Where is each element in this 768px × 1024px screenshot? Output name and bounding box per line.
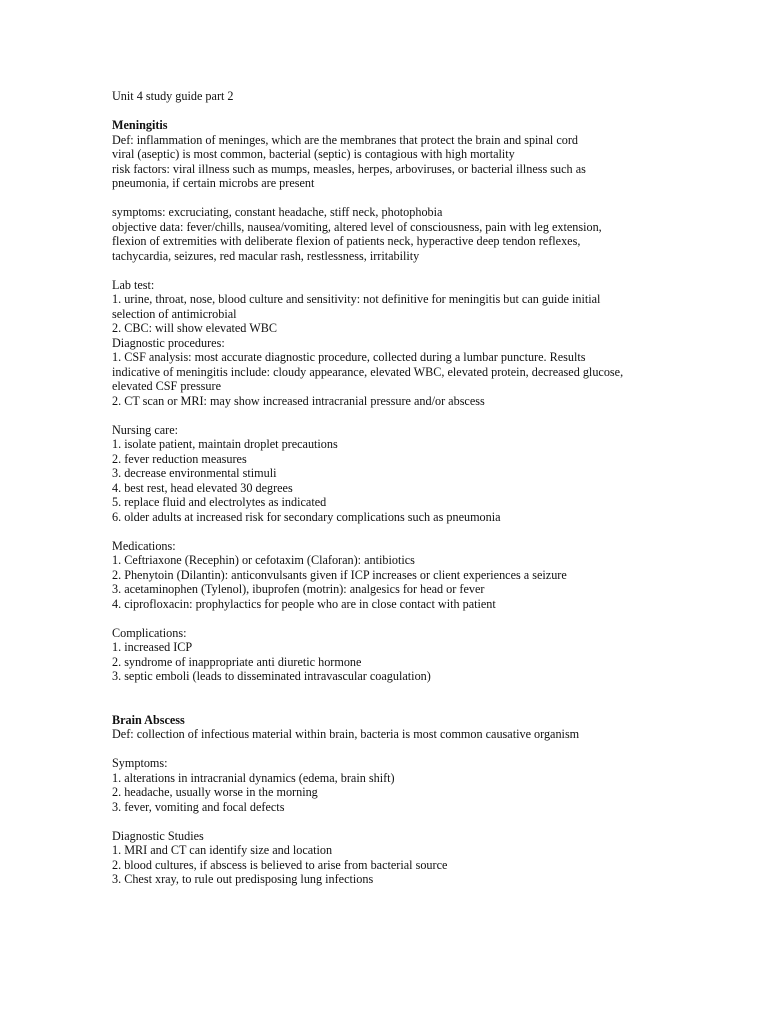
text-line: 3. acetaminophen (Tylenol), ibuprofen (motrin): analgesics for head or fever — [112, 582, 485, 596]
text-line: 3. Chest xray, to rule out predisposing lung infections — [112, 872, 374, 886]
text-line: pneumonia, if certain microbs are present — [112, 176, 315, 190]
text-line: 2. headache, usually worse in the morning — [112, 785, 318, 799]
text-line: 4. ciprofloxacin: prophylactics for people who are in close contact with patient — [112, 596, 496, 611]
spacer — [112, 191, 652, 206]
text-line: 1. MRI and CT can identify size and location — [112, 843, 333, 857]
meningitis-medications — [112, 539, 652, 612]
text-line: Diagnostic Studies — [112, 828, 204, 843]
text-line: Def: inflammation of meninges, which are the membranes that protect the brain and spinal cord — [112, 132, 579, 147]
spacer — [112, 698, 652, 713]
text-line: 1. isolate patient, maintain droplet precautions — [112, 437, 338, 451]
text-line: 3. decrease environmental stimuli — [112, 466, 277, 480]
text-line: Nursing care: — [112, 422, 178, 437]
meningitis-symptoms — [112, 205, 652, 263]
spacer — [112, 684, 652, 699]
spacer — [112, 263, 652, 278]
section-heading-meningitis: Meningitis — [112, 118, 168, 132]
text-line: Symptoms: — [112, 756, 168, 770]
spacer — [112, 524, 652, 539]
brain-abscess-intro — [112, 727, 652, 742]
text-line: symptoms: excruciating, constant headache, stiff neck, photophobia — [112, 205, 443, 219]
text-line: Lab test: — [112, 277, 155, 292]
text-line: 6. older adults at increased risk for secondary complications such as pneumonia — [112, 509, 501, 524]
text-line: 1. urine, throat, nose, blood culture and sensitivity: not definitive for meningitis but can guide initial — [112, 292, 601, 306]
text-line: 2. blood cultures, if abscess is believed to arise from bacterial source — [112, 857, 448, 872]
text-line: selection of antimicrobial — [112, 306, 237, 321]
meningitis-nursing-care — [112, 423, 652, 525]
text-line: 2. syndrome of inappropriate anti diuretic hormone — [112, 654, 362, 669]
text-line: 3. septic emboli (leads to disseminated intravascular coagulation) — [112, 669, 431, 683]
meningitis-intro — [112, 133, 652, 191]
text-line: 2. CT scan or MRI: may show increased intracranial pressure and/or abscess — [112, 393, 485, 408]
text-line: 1. alterations in intracranial dynamics (edema, brain shift) — [112, 770, 395, 785]
spacer — [112, 814, 652, 829]
text-line: viral (aseptic) is most common, bacterial (septic) is contagious with high mortality — [112, 147, 515, 161]
text-line: tachycardia, seizures, red macular rash, restlessness, irritability — [112, 248, 420, 263]
text-line: 1. CSF analysis: most accurate diagnostic procedure, collected during a lumbar puncture. Results — [112, 350, 586, 364]
meningitis-complications — [112, 626, 652, 684]
text-line: Diagnostic procedures: — [112, 335, 225, 350]
brain-abscess-diagnostic-studies — [112, 829, 652, 887]
text-line: flexion of extremities with deliberate flexion of patients neck, hyperactive deep tendon reflexes, — [112, 234, 581, 248]
spacer — [112, 408, 652, 423]
section-heading-brain-abscess: Brain Abscess — [112, 712, 185, 727]
text-line: elevated CSF pressure — [112, 379, 221, 393]
spacer — [112, 104, 652, 119]
text-line: risk factors: viral illness such as mumps, measles, herpes, arboviruses, or bacterial illness such as — [112, 161, 586, 176]
text-line: 2. Phenytoin (Dilantin): anticonvulsants given if ICP increases or client experiences a seizure — [112, 567, 567, 582]
brain-abscess-symptoms — [112, 756, 652, 814]
text-line: indicative of meningitis include: cloudy appearance, elevated WBC, elevated protein, decreased glucose, — [112, 364, 624, 379]
text-line: 1. increased ICP — [112, 640, 193, 654]
text-line: objective data: fever/chills, nausea/vomiting, altered level of consciousness, pain with leg extension, — [112, 219, 602, 234]
spacer — [112, 611, 652, 626]
text-line: Medications: — [112, 538, 176, 553]
text-line: 2. CBC: will show elevated WBC — [112, 321, 277, 335]
text-line: 5. replace fluid and electrolytes as indicated — [112, 495, 327, 509]
text-line: 3. fever, vomiting and focal defects — [112, 799, 285, 814]
document-page — [112, 89, 652, 887]
text-line: 1. Ceftriaxone (Recephin) or cefotaxim (Claforan): antibiotics — [112, 553, 415, 567]
document-title: Unit 4 study guide part 2 — [112, 89, 234, 103]
text-line: 2. fever reduction measures — [112, 451, 247, 466]
text-line: 4. best rest, head elevated 30 degrees — [112, 480, 293, 495]
text-line: Def: collection of infectious material within brain, bacteria is most common causative organism — [112, 727, 580, 741]
meningitis-lab-tests — [112, 278, 652, 409]
spacer — [112, 742, 652, 757]
text-line: Complications: — [112, 625, 187, 640]
